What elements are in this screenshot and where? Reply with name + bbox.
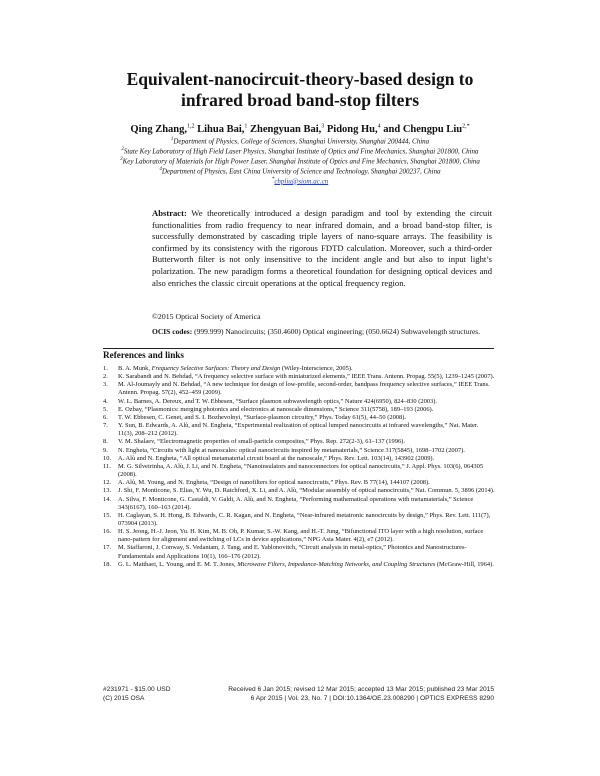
references-heading: References and links	[103, 350, 184, 360]
abstract-label: Abstract:	[152, 208, 187, 218]
reference-number: 17.	[103, 544, 112, 552]
footer-copyright: (C) 2015 OSA	[103, 695, 145, 702]
footer-dates: Received 6 Jan 2015; revised 12 Mar 2015; accepted 13 Mar 2015; published 23 Mar 2015	[228, 686, 494, 693]
reference-item	[103, 447, 495, 455]
reference-number: 15.	[103, 511, 112, 519]
reference-number: 16.	[103, 528, 112, 536]
reference-text: N. Engheta, “Circuits with light at nanoscales: optical nanocircuits inspired by metamaterials,” Science 317(5845), 1698–1702 (2007).	[118, 446, 465, 454]
reference-number: 6.	[103, 413, 108, 421]
footer-citation: 6 Apr 2015 | Vol. 23, No. 7 | DOI:10.1364/OE.23.008290 | OPTICS EXPRESS 8290	[250, 695, 494, 702]
author: Qing Zhang,$^{1,2}$	[130, 123, 195, 135]
author: Lihua Bai,$^1$	[194, 123, 248, 135]
reference-number: 11.	[103, 462, 111, 470]
title-line-1: Equivalent-nanocircuit-theory-based design to	[126, 69, 474, 89]
reference-item	[103, 455, 495, 463]
paper-title	[60, 69, 540, 111]
section-divider	[103, 348, 494, 349]
reference-text: A. Alù and N. Engheta, “All optical metamaterial circuit board at the nanoscale,” Phys. Rev. Lett. 103(14), 143902 (2009).	[118, 454, 435, 462]
reference-text: T. W. Ebbesen, C. Genet, and S. I. Bozhevolnyi, “Surface-plasmon circuitry,” Phys. Today 61(5), 44–50 (2008).	[118, 413, 406, 421]
reference-number: 12.	[103, 479, 112, 487]
reference-text: J. Shi, F. Monticone, S. Elias, Y. Wu, D. Ratchford, X. Li, and A. Alù, “Modular assembly of optical nanocircuits,” Nat. Commun. 5, 3896 (2014).	[118, 487, 495, 495]
reference-text: K. Sarabandi and N. Behdad, “A frequency selective surface with miniaturized elements,” IEEE Trans. Antenn. Propag. 55(5), 1239–1245 (2007).	[118, 373, 495, 381]
reference-text: V. M. Shalaev, “Electromagnetic properties of small-particle composites,” Phys. Rep. 272(2-3), 61–137 (1996).	[118, 438, 405, 446]
reference-number: 5.	[103, 405, 108, 413]
corresponding-email: *chpliu@siom.ac.cn	[271, 176, 329, 186]
reference-item	[103, 373, 495, 381]
author: Pidong Hu,$^4$	[324, 123, 381, 135]
reference-text: E. Ozbay, “Plasmonics: merging photonics and electronics at nanoscale dimensions,” Science 311(5758), 189–193 (2006).	[118, 405, 434, 413]
reference-number: 4.	[103, 397, 108, 405]
affiliations	[100, 136, 500, 186]
reference-number: 18.	[103, 560, 112, 568]
reference-text: H. S. Jeong, H.-J. Jeon, Yu. H. Kim, M. B. Oh, P. Kumar, S.-W. Kang, and H.-T. Jung, “Bifunctional ITO layer with a high resolution, surface nano-pattern for alignment and switching of LCs in device applications,” NPG Asia Mater. 4(2), e7 (2012).	[118, 528, 484, 544]
reference-text: H. Caglayan, S. H. Hong, B. Edwards, C. R. Kagan, and N. Engheta, “Near-infrared metatronic nanocircuits by design,” Phys. Rev. Lett. 111(7), 073904 (2013).	[118, 511, 491, 527]
reference-item	[103, 528, 495, 544]
affiliation: $^4$Department of Physics, East China University of Science and Technology, Shanghai 200237, China	[159, 166, 441, 176]
footer-left	[103, 685, 170, 703]
reference-item	[103, 496, 495, 512]
reference-item	[103, 561, 495, 569]
abstract-text: We theoretically introduced a design paradigm and tool by extending the circuit functionalities from radio frequency to near infrared domain, and a broad band-stop filter, is successfully demonstrated by cascading triple layers of nano-square arrays. The feasibility is confirmed by its consistency with the rigorous FDTD calculation. Moreover, such a third-order Butterworth filter is not only insensitive to the incident angle and but also to input light’s polarization. The new paradigm forms a theoretical foundation for designing optical devices and also enriches the classic circuit operations at the optical frequency region.	[152, 208, 492, 288]
ocis-label: OCIS codes:	[152, 327, 193, 336]
reference-number: 9.	[103, 446, 108, 454]
reference-text: G. L. Matthaei, L. Young, and E. M. T. Jones, Microwave Filters, Impedance-Matching Networks, and Coupling Structures (McGraw-Hill, 1964).	[118, 560, 494, 568]
reference-number: 2.	[103, 373, 108, 381]
reference-item	[103, 406, 495, 414]
reference-text: M. G. Silveirinha, A. Alù, J. Li, and N. Engheta, “Nanoinsulators and nanoconnectors for optical nanocircuits,” J. Appl. Phys. 103(6), 064305 (2008).	[118, 462, 484, 479]
reference-number: 14.	[103, 495, 112, 503]
affiliation: $^3$Key Laboratory of Materials for High Power Laser, Shanghai Institute of Optics and Fine Mechanics, Shanghai 201800, China	[120, 156, 480, 166]
footer-right	[228, 685, 494, 703]
author: Zhengyuan Bai,$^3$	[247, 123, 325, 135]
reference-number: 7.	[103, 422, 108, 430]
affiliation: $^1$Department of Physics, College of Sciences, Shanghai University, Shanghai 200444, China	[170, 137, 430, 146]
ocis-text: (999.999) Nanocircuits; (350.4600) Optical engineering; (050.6624) Subwavelength structures.	[192, 327, 481, 336]
reference-item	[103, 463, 495, 479]
email-link[interactable]: chpliu@siom.ac.cn	[274, 177, 329, 186]
reference-text: M. Staffaroni, J. Conway, S. Vedantam, J. Tang, and E. Yablonovitch, “Circuit analysis in metal-optics,” Photonics and Nanostructures-Fundamentals and Applications 10(1), 166–176 (2012).	[118, 544, 467, 560]
reference-item	[103, 487, 495, 495]
copyright-notice: ©2015 Optical Society of America	[152, 312, 261, 321]
reference-item	[103, 479, 495, 487]
reference-item	[103, 381, 495, 397]
affiliation: $^2$State Key Laboratory of High Field Laser Physics, Shanghai Institute of Optics and Fine Mechanics, Shanghai 201800, China	[121, 146, 479, 156]
reference-number: 13.	[103, 487, 112, 495]
reference-number: 3.	[103, 381, 108, 389]
reference-text: B. A. Munk, Frequency Selective Surfaces: Theory and Design (Wiley-Interscience, 2005).	[118, 365, 353, 372]
reference-list	[103, 365, 495, 569]
reference-text: W. L. Barnes, A. Dereux, and T. W. Ebbesen, “Surface plasmon subwavelength optics,” Nature 424(6950), 824–830 (2003).	[118, 397, 437, 405]
reference-item	[103, 414, 495, 422]
abstract	[152, 208, 492, 289]
reference-text: A. Silva, F. Monticone, G. Castaldi, V. Galdi, A. Alù, and N. Engheta, “Performing mathematical operations with metamaterials,” Science 343(6167), 160–163 (2014).	[118, 495, 474, 511]
reference-text: A. Alù, M. Young, and N. Engheta, “Design of nanofilters for optical nanocircuits,” Phys. Rev. B 77(14), 144107 (2008).	[118, 479, 430, 487]
reference-text: M. Al-Joumayly and N. Behdad, “A new technique for design of low-profile, second-order, bandpass frequency selective surfaces,” IEEE Trans. Antenn. Propag. 57(2), 452–459 (2009).	[118, 381, 490, 397]
ocis-codes	[152, 327, 492, 336]
reference-item	[103, 398, 495, 406]
reference-item	[103, 512, 495, 528]
reference-item	[103, 544, 495, 560]
footer-price: #231971 - $15.00 USD	[103, 686, 171, 693]
reference-number: 8.	[103, 438, 108, 446]
author: and Chengpu Liu$^{2,*}$	[380, 123, 470, 135]
reference-item	[103, 438, 495, 446]
reference-item	[103, 365, 495, 373]
author-list	[60, 119, 540, 137]
reference-number: 1.	[103, 365, 108, 372]
reference-item	[103, 422, 495, 438]
reference-number: 10.	[103, 454, 112, 462]
title-line-2: infrared broad band-stop filters	[180, 90, 420, 110]
reference-text: Y. Sun, B. Edwards, A. Alù, and N. Engheta, “Experimental realization of optical lumped nanocircuits at infrared wavelengths,” Nat. Mater. 11(3), 208–212 (2012).	[118, 422, 479, 438]
